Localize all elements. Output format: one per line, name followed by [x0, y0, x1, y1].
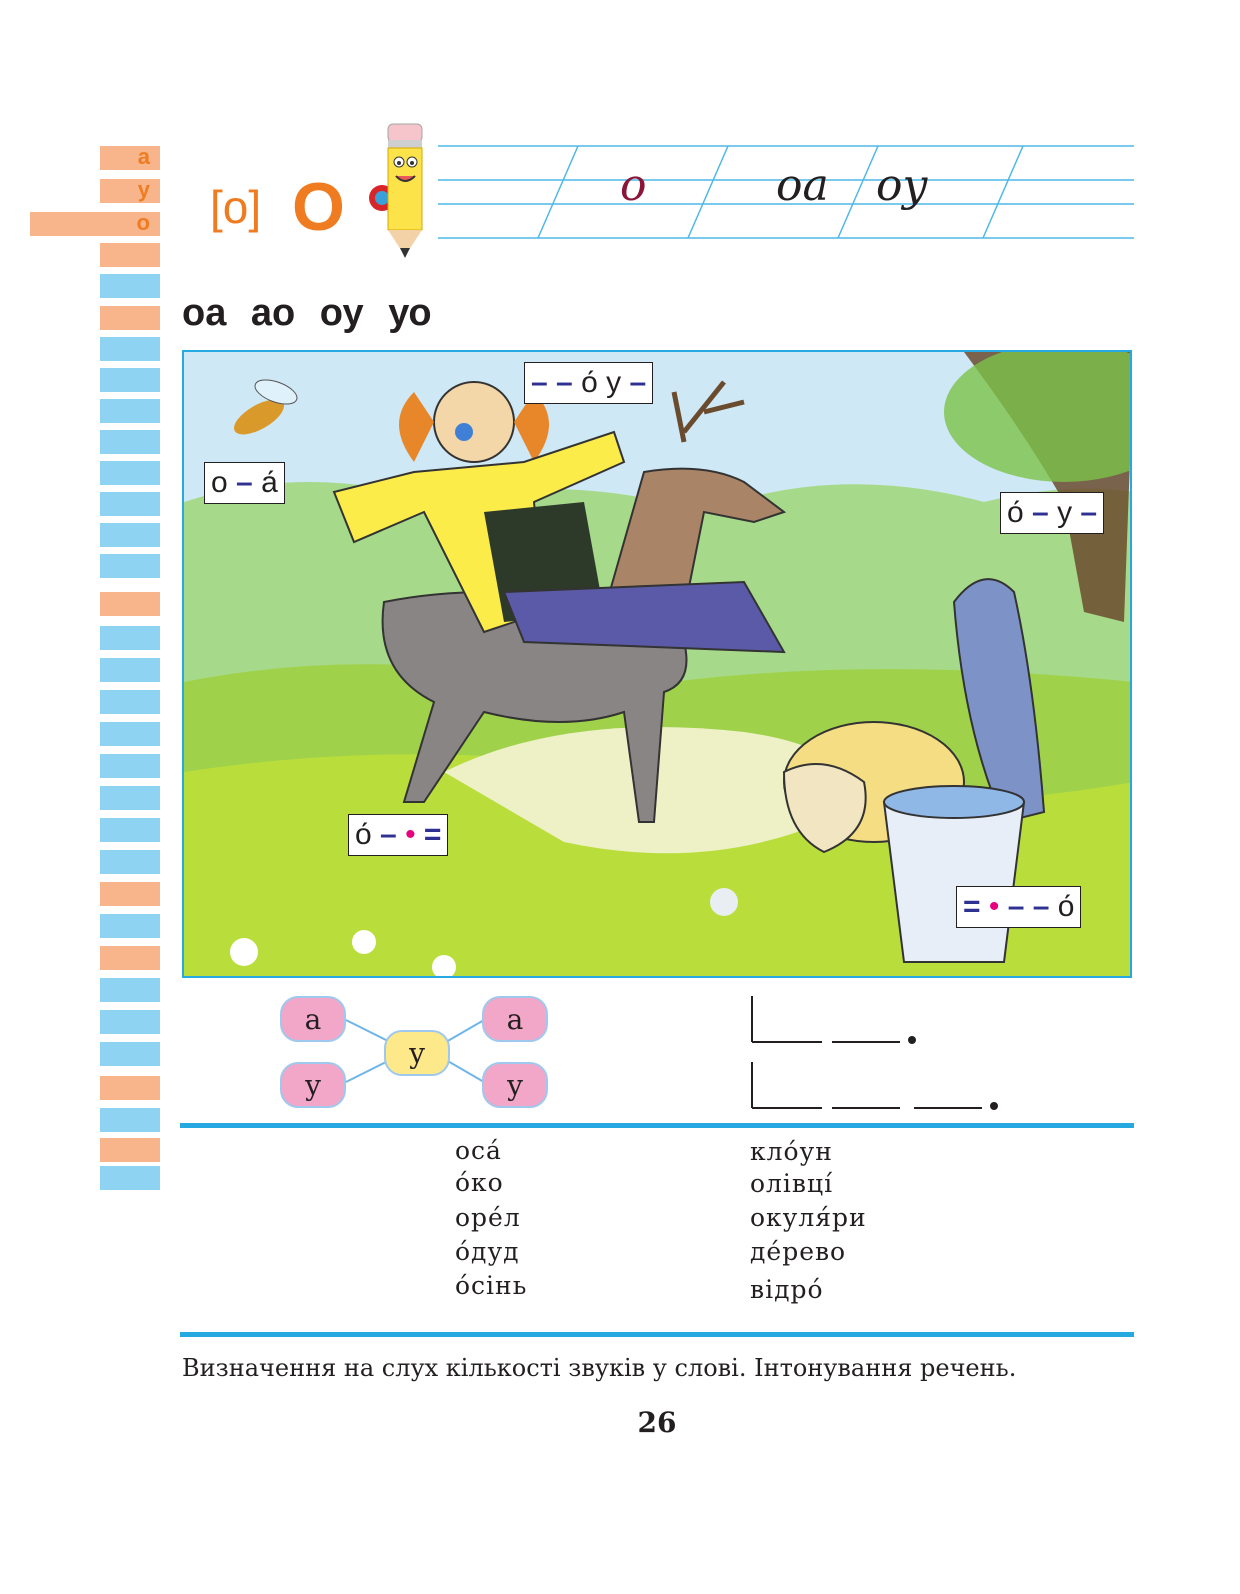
stripe	[100, 818, 160, 842]
stripe	[100, 492, 160, 516]
vocabulary-word: о́ко	[455, 1168, 504, 1197]
stripe	[100, 430, 160, 454]
stripe	[100, 722, 160, 746]
stripe	[100, 274, 160, 298]
scene-image	[184, 352, 1132, 978]
stripe	[100, 626, 160, 650]
sentence-schemes	[748, 992, 1008, 1114]
stripe	[100, 1138, 160, 1162]
stripe	[100, 337, 160, 361]
stripe	[100, 754, 160, 778]
vowel-bubble: а	[482, 996, 548, 1042]
stripe	[100, 523, 160, 547]
stripe	[100, 554, 160, 578]
stripe	[100, 179, 160, 203]
vocabulary-word: де́рево	[750, 1237, 847, 1266]
sidebar-letter: а	[137, 144, 150, 169]
word-scheme-label: = • – – о	[963, 890, 1075, 923]
stripe	[100, 146, 160, 170]
stripe	[100, 786, 160, 810]
stripe	[100, 368, 160, 392]
syllable-row: оа ао оу уо	[182, 292, 432, 334]
vocabulary-word: о́дуд	[455, 1237, 520, 1266]
section-divider	[180, 1332, 1134, 1337]
vowel-bubble: у	[280, 1062, 346, 1108]
word-scheme-label: о – у –	[1007, 496, 1098, 529]
vocabulary-word: оса́	[455, 1136, 502, 1165]
stripe	[100, 690, 160, 714]
page-number: 26	[637, 1406, 677, 1439]
script-sample: о	[620, 160, 647, 211]
stripe	[100, 658, 160, 682]
word-scheme-box	[1000, 492, 1104, 534]
phoneme-label: [о]	[210, 181, 262, 233]
stripe	[100, 946, 160, 970]
vocabulary-word: окуля́ри	[750, 1203, 867, 1232]
stripe	[100, 1166, 160, 1190]
stripe	[100, 1108, 160, 1132]
vowel-bubble: у	[482, 1062, 548, 1108]
word-scheme-box	[348, 814, 448, 856]
stripe	[100, 461, 160, 485]
vocabulary-word: відро́	[750, 1275, 824, 1304]
sidebar-letter: у	[137, 177, 150, 202]
section-divider	[180, 1123, 1134, 1128]
word-scheme-box	[956, 886, 1081, 928]
letter-heading: О	[292, 169, 345, 245]
stripe	[100, 1010, 160, 1034]
vocabulary-word: о́сінь	[455, 1271, 528, 1300]
stripe	[100, 914, 160, 938]
stripe	[100, 978, 160, 1002]
vowel-bubble: а	[280, 996, 346, 1042]
vocabulary-word: олівці́	[750, 1169, 834, 1198]
story-illustration	[182, 350, 1132, 978]
word-scheme-label: – – о у –	[531, 366, 647, 399]
word-scheme-label: о – • =	[355, 818, 442, 851]
stripe	[100, 882, 160, 906]
vocabulary-word: оре́л	[455, 1203, 521, 1232]
stripe	[100, 243, 160, 267]
vowel-bubble-center: у	[384, 1030, 450, 1076]
stripe	[100, 850, 160, 874]
vocabulary-word: кло́ун	[750, 1137, 833, 1166]
stripe	[100, 399, 160, 423]
lesson-caption: Визначення на слух кількості звуків у слові. Інтонування речень.	[182, 1354, 1017, 1382]
stripe	[100, 306, 160, 330]
word-scheme-box	[524, 362, 653, 404]
sidebar-letter: о	[136, 210, 150, 235]
word-scheme-box	[204, 462, 285, 504]
word-scheme-label: о – а	[211, 466, 278, 499]
stripe	[100, 1042, 160, 1066]
stripe	[100, 1076, 160, 1100]
script-sample: оа	[776, 160, 829, 211]
script-sample: оу	[876, 160, 929, 211]
stripe	[100, 592, 160, 616]
stripe	[100, 212, 160, 236]
pencil-mascot-icon	[368, 120, 432, 260]
